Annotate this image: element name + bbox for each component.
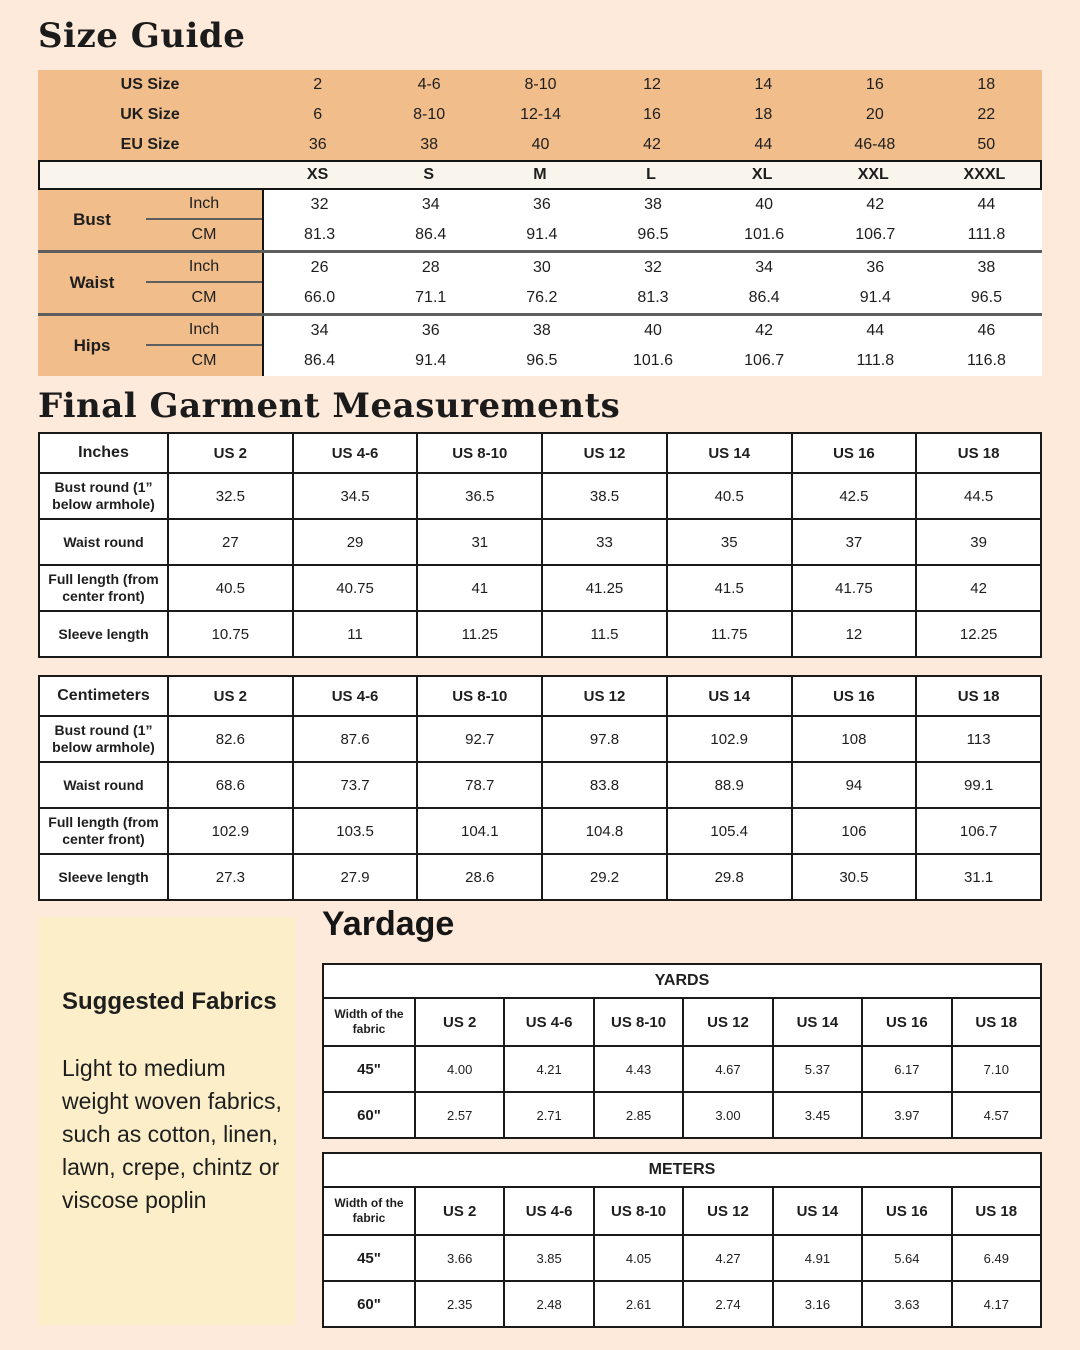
size-value: 6 <box>313 106 323 123</box>
body-measurement-cm-value: 91.4 <box>415 352 447 369</box>
measurement-row-label: Bust round (1” below armhole) <box>40 717 167 761</box>
yardage-value: 4.27 <box>684 1236 771 1280</box>
size-value: 16 <box>865 76 884 93</box>
measurement-value: 11.5 <box>543 612 666 656</box>
us-size-header: US 14 <box>668 434 791 472</box>
letter-size-label: S <box>423 166 435 183</box>
body-measurement-inch-value: 38 <box>532 322 551 339</box>
us-size-header: US 4-6 <box>505 999 592 1045</box>
measurement-value: 102.9 <box>668 717 791 761</box>
measurement-value: 104.8 <box>543 809 666 853</box>
measurement-value: 92.7 <box>418 717 541 761</box>
unit-label-cm: CM <box>191 352 217 369</box>
measurement-value: 12 <box>793 612 916 656</box>
size-value: 38 <box>420 136 439 153</box>
yardage-value: 3.00 <box>684 1093 771 1137</box>
size-value: 4-6 <box>417 76 441 93</box>
yardage-value: 4.21 <box>505 1047 592 1091</box>
body-measurement-inch-value: 34 <box>310 322 329 339</box>
yardage-title: Yardage <box>322 905 455 943</box>
body-part-label: Hips <box>73 336 111 355</box>
measurement-value: 41.25 <box>543 566 666 610</box>
measurement-value: 41.5 <box>668 566 791 610</box>
measurement-value: 42 <box>917 566 1040 610</box>
measurement-value: 105.4 <box>668 809 791 853</box>
measurement-value: 10.75 <box>169 612 292 656</box>
letter-size-label: XXXL <box>963 166 1006 183</box>
body-measurement-inch-value: 36 <box>866 259 885 276</box>
measurement-row-label: Waist round <box>40 520 167 564</box>
us-size-header: US 2 <box>416 999 503 1045</box>
suggested-fabrics-heading: Suggested Fabrics <box>62 988 277 1015</box>
measurement-value: 38.5 <box>543 474 666 518</box>
size-value: 20 <box>865 106 884 123</box>
yardage-value: 4.00 <box>416 1047 503 1091</box>
us-size-header: US 4-6 <box>505 1188 592 1234</box>
body-measurement-cm-value: 66.0 <box>304 289 336 306</box>
yardage-value: 2.85 <box>595 1093 682 1137</box>
yardage-value: 6.17 <box>863 1047 950 1091</box>
size-value: 14 <box>754 76 773 93</box>
measurement-value: 41.75 <box>793 566 916 610</box>
unit-label-inch: Inch <box>146 316 262 346</box>
measurement-row-label: Sleeve length <box>40 612 167 656</box>
measurement-value: 33 <box>543 520 666 564</box>
letter-size-row <box>38 160 1042 190</box>
us-size-header: US 8-10 <box>418 677 541 715</box>
yardage-value: 3.16 <box>774 1282 861 1326</box>
letter-size-label: L <box>646 166 656 183</box>
measurement-row-label: Full length (from center front) <box>40 809 167 853</box>
yardage-value: 2.74 <box>684 1282 771 1326</box>
yardage-value: 3.45 <box>774 1093 861 1137</box>
size-guide-title: Size Guide <box>38 16 246 56</box>
size-conversion-row <box>38 130 1042 160</box>
us-size-header: US 2 <box>416 1188 503 1234</box>
body-measurement-inch-value: 38 <box>977 259 996 276</box>
body-measurement-cm-value: 86.4 <box>748 289 780 306</box>
letter-size-label: XXL <box>857 166 889 183</box>
body-part-label: Waist <box>69 273 115 292</box>
us-size-header: US 16 <box>863 999 950 1045</box>
body-part-label: Bust <box>73 210 111 229</box>
size-value: 12-14 <box>520 106 562 123</box>
size-value: 18 <box>754 106 773 123</box>
fabric-width-label: 45" <box>324 1047 414 1091</box>
measurement-value: 11.75 <box>668 612 791 656</box>
body-measurement-cm-value: 96.5 <box>970 289 1002 306</box>
measurement-row-label: Waist round <box>40 763 167 807</box>
measurement-value: 40.5 <box>668 474 791 518</box>
body-measurement-inch-value: 44 <box>977 196 996 213</box>
measurement-value: 106 <box>793 809 916 853</box>
body-measurement-group <box>38 313 1042 376</box>
us-size-header: US 18 <box>917 677 1040 715</box>
measurement-value: 97.8 <box>543 717 666 761</box>
body-measurement-cm-value: 111.8 <box>856 352 895 369</box>
measurement-value: 12.25 <box>917 612 1040 656</box>
measurement-value: 30.5 <box>793 855 916 899</box>
size-value: 12 <box>643 76 661 93</box>
unit-label-cm: CM <box>191 226 217 243</box>
measurement-value: 40.5 <box>169 566 292 610</box>
body-measurement-cm-value: 71.1 <box>415 289 447 306</box>
body-measurement-cm-value: 116.8 <box>966 352 1006 369</box>
measurement-row-label: Bust round (1” below armhole) <box>40 474 167 518</box>
body-measurement-cm-value: 96.5 <box>526 352 558 369</box>
size-system-label: UK Size <box>120 106 180 123</box>
yardage-value: 4.43 <box>595 1047 682 1091</box>
measurement-value: 29.2 <box>543 855 666 899</box>
body-measurement-inch-value: 30 <box>532 259 551 276</box>
unit-label-cm: CM <box>191 289 217 306</box>
body-measurement-inch-value: 38 <box>644 196 662 213</box>
measurement-value: 68.6 <box>169 763 292 807</box>
size-value: 18 <box>977 76 996 93</box>
yardage-value: 5.64 <box>863 1236 950 1280</box>
measurement-value: 78.7 <box>418 763 541 807</box>
body-measurement-cm-value: 86.4 <box>304 352 336 369</box>
measurement-value: 83.8 <box>543 763 666 807</box>
table-unit-header: Inches <box>40 434 167 472</box>
measurement-value: 102.9 <box>169 809 292 853</box>
letter-size-label: XL <box>751 166 773 183</box>
fabric-width-label: 45" <box>324 1236 414 1280</box>
yardage-value: 4.05 <box>595 1236 682 1280</box>
body-measurement-cm-value: 76.2 <box>526 289 558 306</box>
size-conversion-row <box>38 100 1042 130</box>
size-value: 8-10 <box>413 106 446 123</box>
letter-size-label: XS <box>306 166 329 183</box>
yardage-value: 3.63 <box>863 1282 950 1326</box>
body-measurement-groups <box>38 190 1042 376</box>
fabric-width-label: 60" <box>324 1093 414 1137</box>
size-value: 22 <box>977 106 996 123</box>
body-measurement-inch-value: 36 <box>421 322 440 339</box>
body-measurement-cm-value: 101.6 <box>744 226 785 243</box>
body-measurement-cm-value: 91.4 <box>859 289 891 306</box>
size-value: 44 <box>754 136 773 153</box>
size-system-label: US Size <box>120 76 180 93</box>
size-value: 42 <box>643 136 661 153</box>
measurement-value: 11 <box>294 612 417 656</box>
unit-label-inch: Inch <box>146 253 262 283</box>
yards-header: YARDS <box>324 965 1040 997</box>
body-measurement-cm-value: 81.3 <box>637 289 669 306</box>
measurement-value: 41 <box>418 566 541 610</box>
measurement-row-label: Sleeve length <box>40 855 167 899</box>
body-measurement-inch-value: 40 <box>644 322 662 339</box>
measurement-value: 32.5 <box>169 474 292 518</box>
yardage-value: 2.71 <box>505 1093 592 1137</box>
us-size-header: US 4-6 <box>294 434 417 472</box>
measurement-value: 113 <box>917 717 1040 761</box>
yardage-value: 2.57 <box>416 1093 503 1137</box>
measurement-row-label: Full length (from center front) <box>40 566 167 610</box>
body-measurement-inch-value: 46 <box>977 322 996 339</box>
yardage-value: 4.17 <box>953 1282 1040 1326</box>
us-size-header: US 2 <box>169 677 292 715</box>
body-measurement-inch-value: 32 <box>644 259 662 276</box>
measurement-value: 87.6 <box>294 717 417 761</box>
body-measurement-inch-value: 36 <box>532 196 551 213</box>
body-measurement-inch-value: 26 <box>310 259 329 276</box>
body-measurement-cm-value: 106.7 <box>744 352 785 369</box>
measurement-value: 29.8 <box>668 855 791 899</box>
measurement-value: 108 <box>793 717 916 761</box>
body-measurement-cm-value: 86.4 <box>415 226 447 243</box>
measurement-value: 27.9 <box>294 855 417 899</box>
us-size-header: US 8-10 <box>418 434 541 472</box>
measurement-value: 73.7 <box>294 763 417 807</box>
yardage-value: 4.57 <box>953 1093 1040 1137</box>
yardage-value: 6.49 <box>953 1236 1040 1280</box>
size-conversion-rows <box>38 70 1042 160</box>
measurement-value: 28.6 <box>418 855 541 899</box>
yardage-value: 4.67 <box>684 1047 771 1091</box>
yardage-value: 5.37 <box>774 1047 861 1091</box>
body-measurement-inch-value: 32 <box>310 196 329 213</box>
size-system-label: EU Size <box>120 136 180 153</box>
us-size-header: US 8-10 <box>595 1188 682 1234</box>
garment-centimeters-table <box>38 675 1042 901</box>
measurement-value: 94 <box>793 763 916 807</box>
body-measurement-inch-value: 44 <box>866 322 885 339</box>
yardage-value: 4.91 <box>774 1236 861 1280</box>
measurement-value: 40.75 <box>294 566 417 610</box>
yardage-value: 7.10 <box>953 1047 1040 1091</box>
us-size-header: US 18 <box>953 999 1040 1045</box>
measurement-value: 35 <box>668 520 791 564</box>
garment-inches-table <box>38 432 1042 658</box>
measurement-value: 11.25 <box>418 612 541 656</box>
size-value: 16 <box>643 106 661 123</box>
us-size-header: US 18 <box>917 434 1040 472</box>
measurement-value: 39 <box>917 520 1040 564</box>
measurement-value: 106.7 <box>917 809 1040 853</box>
body-measurement-inch-value: 34 <box>755 259 774 276</box>
body-measurement-cm-value: 106.7 <box>855 226 896 243</box>
body-measurement-group <box>38 250 1042 313</box>
us-size-header: US 18 <box>953 1188 1040 1234</box>
measurement-value: 42.5 <box>793 474 916 518</box>
body-measurement-cm-value: 111.8 <box>967 226 1006 243</box>
letter-size-label: M <box>533 166 547 183</box>
us-size-header: US 14 <box>774 1188 861 1234</box>
fabric-width-header: Width of the fabric <box>324 1188 414 1234</box>
us-size-header: US 8-10 <box>595 999 682 1045</box>
us-size-header: US 16 <box>863 1188 950 1234</box>
body-measurement-inch-value: 42 <box>755 322 774 339</box>
suggested-fabrics-text: Light to medium weight woven fabrics, such as cotton, linen, lawn, crepe, chintz or viscose poplin <box>62 1055 282 1213</box>
measurement-value: 104.1 <box>418 809 541 853</box>
measurement-value: 44.5 <box>917 474 1040 518</box>
yardage-value: 2.35 <box>416 1282 503 1326</box>
body-measurement-cm-value: 96.5 <box>637 226 669 243</box>
body-measurement-inch-value: 28 <box>421 259 440 276</box>
yardage-meters-table <box>322 1152 1042 1328</box>
measurement-value: 31 <box>418 520 541 564</box>
body-measurement-group <box>38 190 1042 250</box>
garment-measurements-title: Final Garment Measurements <box>38 386 621 426</box>
measurement-value: 88.9 <box>668 763 791 807</box>
table-unit-header: Centimeters <box>40 677 167 715</box>
yardage-value: 2.61 <box>595 1282 682 1326</box>
size-conversion-row <box>38 70 1042 100</box>
size-value: 8-10 <box>524 76 557 93</box>
fabric-width-label: 60" <box>324 1282 414 1326</box>
measurement-value: 27.3 <box>169 855 292 899</box>
body-measurement-cm-value: 91.4 <box>526 226 558 243</box>
size-guide-table <box>38 70 1042 376</box>
measurement-value: 36.5 <box>418 474 541 518</box>
us-size-header: US 14 <box>774 999 861 1045</box>
body-measurement-inch-value: 42 <box>866 196 885 213</box>
meters-header: METERS <box>324 1154 1040 1186</box>
yardage-value: 3.66 <box>416 1236 503 1280</box>
size-value: 36 <box>308 136 327 153</box>
us-size-header: US 14 <box>668 677 791 715</box>
yardage-value: 2.48 <box>505 1282 592 1326</box>
body-measurement-inch-value: 40 <box>755 196 774 213</box>
size-value: 46-48 <box>854 136 896 153</box>
yardage-yards-table <box>322 963 1042 1139</box>
measurement-value: 37 <box>793 520 916 564</box>
body-measurement-cm-value: 101.6 <box>632 352 674 369</box>
us-size-header: US 12 <box>543 677 666 715</box>
unit-label-inch: Inch <box>146 190 262 220</box>
measurement-value: 34.5 <box>294 474 417 518</box>
measurement-value: 99.1 <box>917 763 1040 807</box>
measurement-value: 31.1 <box>917 855 1040 899</box>
size-value: 40 <box>531 136 550 153</box>
us-size-header: US 2 <box>169 434 292 472</box>
us-size-header: US 12 <box>684 1188 771 1234</box>
body-measurement-cm-value: 81.3 <box>304 226 336 243</box>
yardage-value: 3.97 <box>863 1093 950 1137</box>
us-size-header: US 16 <box>793 434 916 472</box>
yardage-value: 3.85 <box>505 1236 592 1280</box>
measurement-value: 27 <box>169 520 292 564</box>
body-measurement-inch-value: 34 <box>421 196 440 213</box>
fabric-width-header: Width of the fabric <box>324 999 414 1045</box>
measurement-value: 29 <box>294 520 417 564</box>
size-value: 2 <box>313 76 323 93</box>
measurement-value: 82.6 <box>169 717 292 761</box>
us-size-header: US 16 <box>793 677 916 715</box>
us-size-header: US 12 <box>684 999 771 1045</box>
us-size-header: US 12 <box>543 434 666 472</box>
us-size-header: US 4-6 <box>294 677 417 715</box>
measurement-value: 103.5 <box>294 809 417 853</box>
size-value: 50 <box>977 136 996 153</box>
